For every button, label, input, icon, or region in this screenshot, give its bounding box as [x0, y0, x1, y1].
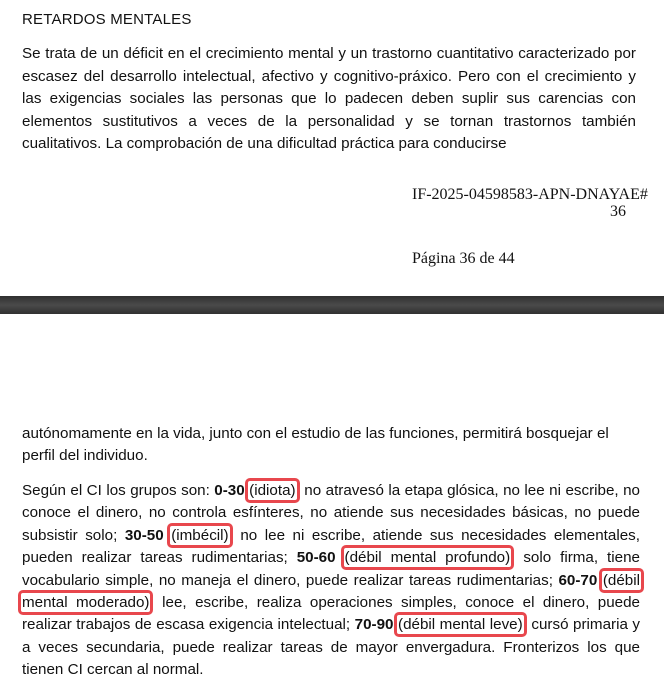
iq-range-60-70: 60-70: [558, 571, 598, 589]
intro-paragraph: Se trata de un déficit en el crecimiento mental y un trastorno cuantitativo caracterizado por escasez del desarrollo intelectual, afectivo y cognitivo-práxico. Pero con el crecimiento y las exigencias sociales las personas que lo padecen deben suplir sus carencias con elementos sustitutivos a veces de la personalidad y se tornan trastornos también cualitativos. La comprobación de una dificultad práctica para conducirse: [22, 45, 636, 153]
group-desc-3: : solo firma, tiene vocabulario simple, no maneja el dinero, puede realizar tareas rudimentarias;: [22, 549, 640, 589]
label-debil-profundo-highlight: (débil mental profundo): [344, 549, 511, 567]
label-debil-moderado-highlight: (débil mental moderado): [22, 571, 640, 612]
document-id: IF-2025-04598583-APN-DNAYAE#: [412, 186, 648, 203]
groups-intro: Según el CI los grupos son:: [22, 482, 215, 499]
iq-range-30-50: 30-50: [124, 526, 164, 544]
section-heading: RETARDOS MENTALES: [22, 11, 192, 28]
page-break-divider: [0, 296, 664, 314]
page-footer: Página 36 de 44: [412, 250, 515, 267]
group-desc-1: : no atravesó la etapa glósica, no lee ni escribe, no conoce el dinero, no controla esfínteres, no atiende sus necesidades básicas, no puede subsistir solo;: [22, 482, 640, 544]
label-idiota-highlight: (idiota): [249, 482, 296, 499]
iq-range-70-90: 70-90: [354, 616, 394, 634]
iq-range-50-60: 50-60: [296, 549, 336, 567]
continuation-paragraph: autónomamente en la vida, junto con el estudio de las funciones, permitirá bosquejar el perfil del individuo.: [22, 425, 609, 465]
group-desc-4: : lee, escribe, realiza operaciones simples, conoce el dinero, puede realizar trabajos de escasa exigencia intelectual;: [22, 594, 640, 634]
iq-groups-paragraph: [22, 480, 640, 682]
group-desc-2: : no lee ni escribe, atiende sus necesidades elementales, pueden realizar tareas rudimentarias;: [22, 526, 640, 567]
label-debil-leve-highlight: (débil mental leve): [398, 616, 523, 634]
group-desc-5: : cursó primaria y a veces secundaria, puede realizar tareas de mayor envergadura. Fronterizos los que tienen CI cercan al normal.: [22, 616, 640, 679]
iq-range-0-30: 0-30: [214, 482, 245, 499]
page-number: 36: [610, 203, 626, 220]
label-imbecil-highlight: (imbécil): [171, 526, 229, 544]
